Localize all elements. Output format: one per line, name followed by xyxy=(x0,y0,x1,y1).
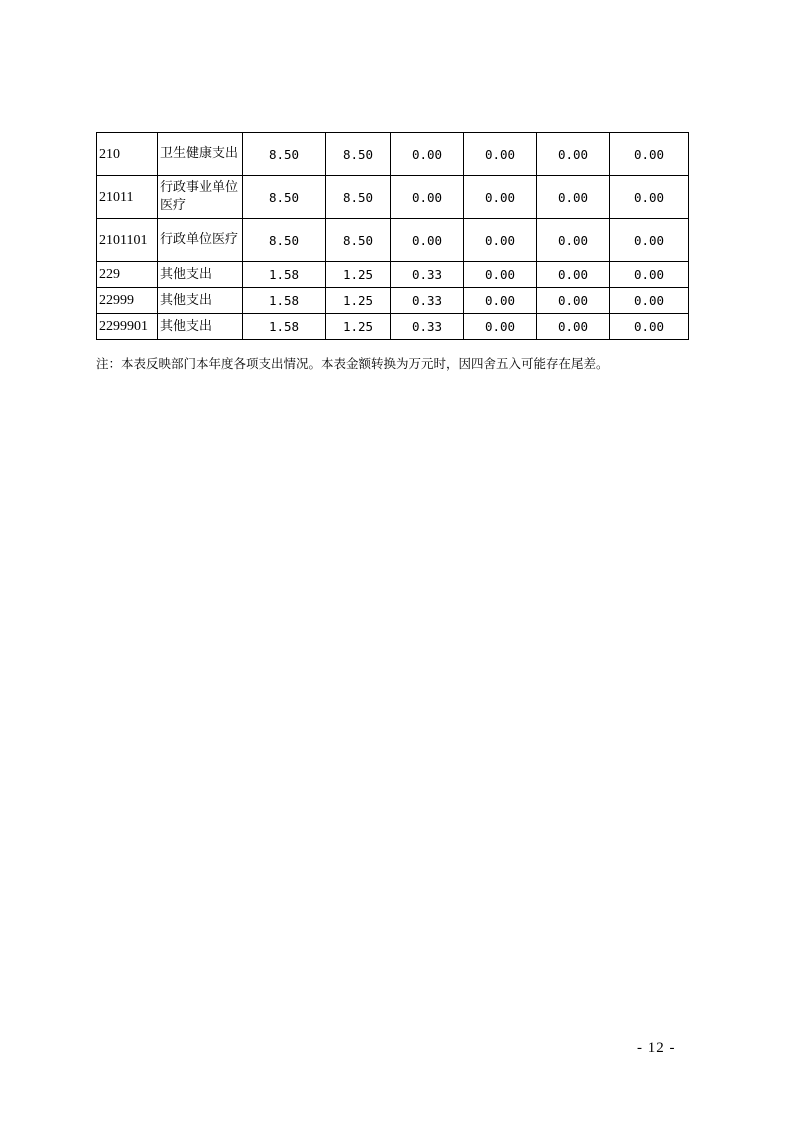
value-cell: 0.00 xyxy=(464,288,537,314)
subject-code: 2101101 xyxy=(97,219,158,262)
value-cell: 8.50 xyxy=(326,219,391,262)
table-row xyxy=(97,288,689,314)
value-cell: 0.00 xyxy=(537,219,610,262)
subject-name: 其他支出 xyxy=(158,262,243,288)
value-cell: 8.50 xyxy=(243,176,326,219)
value-cell: 8.50 xyxy=(326,176,391,219)
subject-code: 210 xyxy=(97,133,158,176)
table-row xyxy=(97,262,689,288)
value-cell: 8.50 xyxy=(243,219,326,262)
value-cell: 0.00 xyxy=(610,262,689,288)
value-cell: 0.00 xyxy=(391,176,464,219)
value-cell: 8.50 xyxy=(243,133,326,176)
value-cell: 0.00 xyxy=(610,176,689,219)
page-number: - 12 - xyxy=(637,1040,676,1056)
value-cell: 0.00 xyxy=(537,262,610,288)
subject-name: 行政事业单位医疗 xyxy=(158,176,243,219)
value-cell: 0.00 xyxy=(610,314,689,340)
value-cell: 0.00 xyxy=(391,219,464,262)
value-cell: 0.00 xyxy=(464,176,537,219)
table-row xyxy=(97,133,689,176)
table-row xyxy=(97,176,689,219)
value-cell: 0.00 xyxy=(464,133,537,176)
value-cell: 0.00 xyxy=(610,133,689,176)
table-note: 注：本表反映部门本年度各项支出情况。本表金额转换为万元时，因四舍五入可能存在尾差。 xyxy=(96,356,609,371)
subject-name: 其他支出 xyxy=(158,288,243,314)
value-cell: 0.00 xyxy=(610,288,689,314)
subject-name: 卫生健康支出 xyxy=(158,133,243,176)
value-cell: 0.00 xyxy=(537,314,610,340)
table-row xyxy=(97,314,689,340)
subject-name: 其他支出 xyxy=(158,314,243,340)
expenditure-table xyxy=(96,132,689,340)
value-cell: 0.00 xyxy=(610,219,689,262)
subject-code: 21011 xyxy=(97,176,158,219)
value-cell: 8.50 xyxy=(326,133,391,176)
table-row xyxy=(97,219,689,262)
value-cell: 0.00 xyxy=(537,176,610,219)
value-cell: 0.00 xyxy=(464,262,537,288)
subject-name: 行政单位医疗 xyxy=(158,219,243,262)
value-cell: 0.00 xyxy=(537,133,610,176)
value-cell: 0.00 xyxy=(464,219,537,262)
subject-code: 22999 xyxy=(97,288,158,314)
value-cell: 1.58 xyxy=(243,262,326,288)
value-cell: 1.25 xyxy=(326,262,391,288)
subject-code: 2299901 xyxy=(97,314,158,340)
value-cell: 1.58 xyxy=(243,314,326,340)
value-cell: 1.25 xyxy=(326,288,391,314)
value-cell: 0.33 xyxy=(391,288,464,314)
value-cell: 0.00 xyxy=(391,133,464,176)
value-cell: 1.25 xyxy=(326,314,391,340)
subject-code: 229 xyxy=(97,262,158,288)
value-cell: 0.33 xyxy=(391,314,464,340)
value-cell: 0.33 xyxy=(391,262,464,288)
value-cell: 0.00 xyxy=(464,314,537,340)
value-cell: 0.00 xyxy=(537,288,610,314)
value-cell: 1.58 xyxy=(243,288,326,314)
